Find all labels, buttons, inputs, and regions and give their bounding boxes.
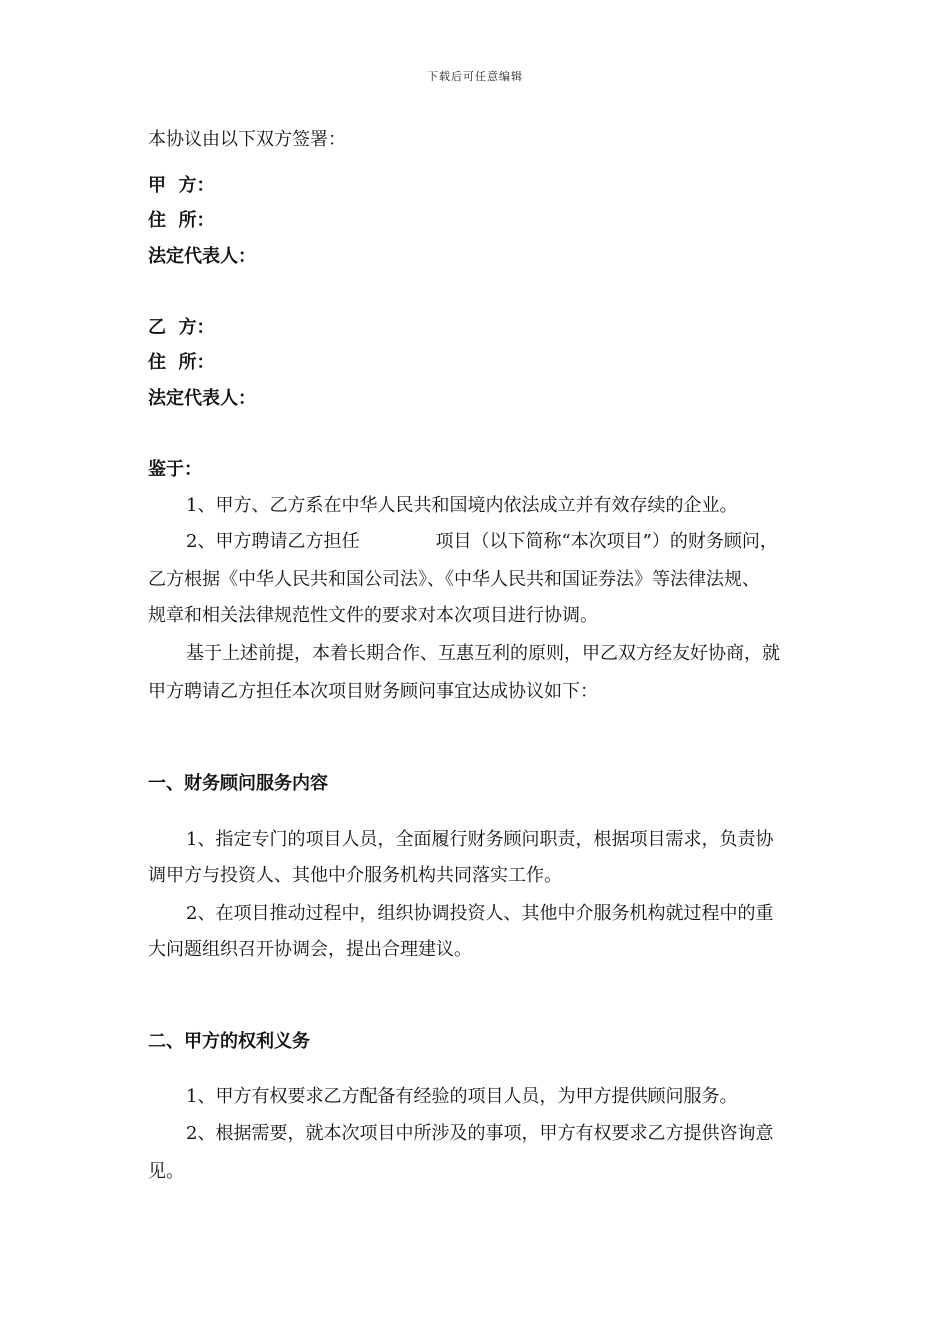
section-2-item-2-line-1: 2、根据需要，就本次项目中所涉及的事项，甲方有权要求乙方提供咨询意 — [186, 1123, 774, 1144]
whereas-item-1: 1、甲方、乙方系在中华人民共和国境内依法成立并有效存续的企业。 — [186, 495, 738, 516]
section-2-item-1: 1、甲方有权要求乙方配备有经验的项目人员，为甲方提供顾问服务。 — [186, 1086, 738, 1107]
header-note: 下载后可任意编辑 — [427, 70, 523, 83]
section-1-heading: 一、财务顾问服务内容 — [148, 773, 328, 794]
basis-line-1: 基于上述前提，本着长期合作、互惠互利的原则，甲乙双方经友好协商，就 — [186, 643, 780, 664]
section-2-item-2-line-2: 见。 — [148, 1161, 184, 1182]
section-1-item-2-line-2: 大问题组织召开协调会，提出合理建议。 — [148, 939, 472, 960]
whereas-item-2-part-1: 2、甲方聘请乙方担任 — [186, 531, 360, 552]
basis-line-2: 甲方聘请乙方担任本次项目财务顾问事宜达成协议如下： — [148, 681, 598, 702]
whereas-item-2-part-2: 项目（以下简称“本次项目”）的财务顾问， — [435, 531, 778, 552]
party-a-address-label: 住 所： — [148, 210, 215, 231]
party-b-address-label: 住 所： — [148, 352, 215, 373]
section-1-item-2-line-1: 2、在项目推动过程中，组织协调投资人、其他中介服务机构就过程中的重 — [186, 903, 774, 924]
section-1-item-1-line-1: 1、指定专门的项目人员，全面履行财务顾问职责，根据项目需求，负责协 — [186, 829, 774, 850]
party-b-rep-label: 法定代表人： — [148, 388, 256, 409]
intro-text: 本协议由以下双方签署： — [148, 129, 346, 150]
party-b-name-label: 乙 方： — [148, 317, 215, 338]
party-a-name-label: 甲 方： — [148, 175, 215, 196]
section-2-heading: 二、甲方的权利义务 — [148, 1031, 310, 1052]
party-a-rep-label: 法定代表人： — [148, 246, 256, 267]
whereas-item-2-line-3: 规章和相关法律规范性文件的要求对本次项目进行协调。 — [148, 605, 598, 626]
whereas-item-2-line-2: 乙方根据《中华人民共和国公司法》、《中华人民共和国证券法》等法律法规、 — [148, 569, 760, 590]
whereas-heading: 鉴于： — [148, 459, 202, 480]
whereas-item-2-line-1 — [186, 530, 778, 554]
section-1-item-1-line-2: 调甲方与投资人、其他中介服务机构共同落实工作。 — [148, 865, 562, 886]
